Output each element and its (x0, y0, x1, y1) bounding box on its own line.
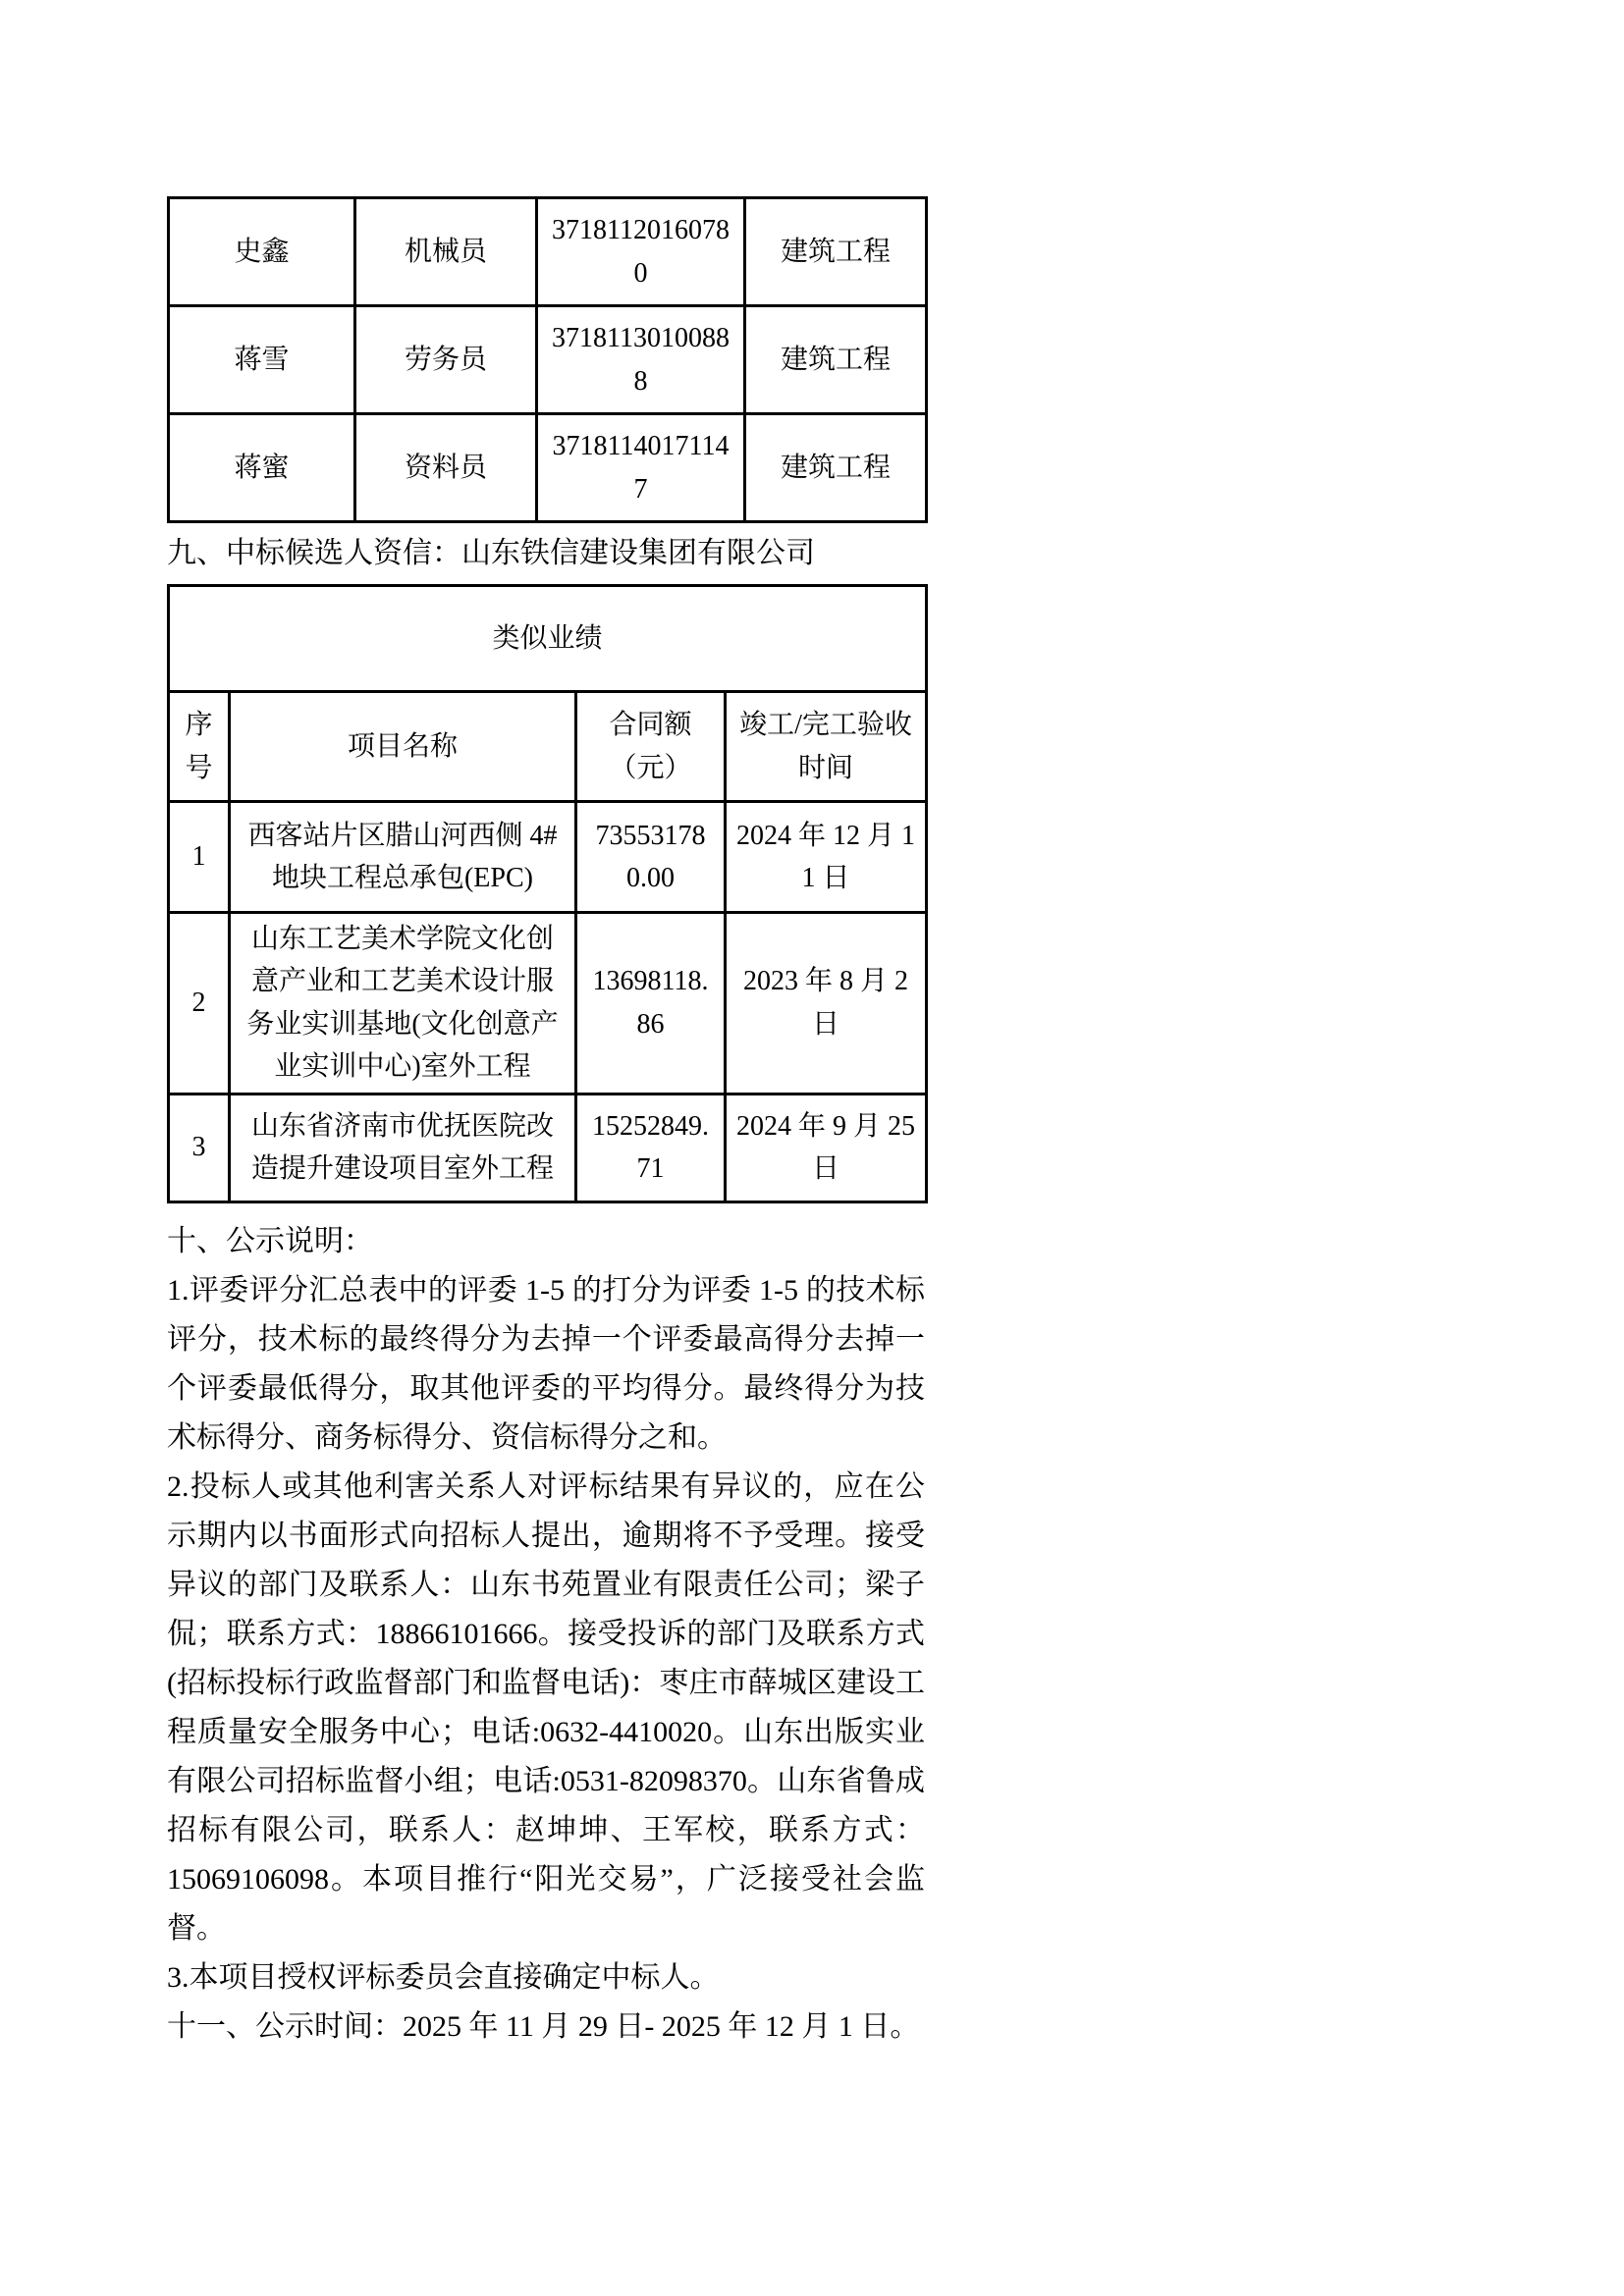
performance-table-title: 类似业绩 (169, 586, 927, 692)
performance-amount: 15252849.71 (576, 1094, 726, 1201)
performance-row (169, 913, 927, 1095)
personnel-cert-no: 37181130100888 (537, 306, 745, 414)
performance-project: 山东省济南市优抚医院改造提升建设项目室外工程 (230, 1094, 576, 1201)
notes-section (167, 1217, 925, 2052)
note-paragraph-1: 1.评委评分汇总表中的评委 1-5 的打分为评委 1-5 的技术标评分，技术标的最终得分为去掉一个评委最高得分去掉一个评委最低得分，取其他评委的平均得分。最终得分为技术标得分、商务标得分、资信标得分之和。 (167, 1273, 925, 1454)
personnel-table (167, 196, 928, 523)
personnel-role: 资料员 (355, 414, 537, 522)
personnel-name: 蒋雪 (169, 306, 355, 414)
performance-table-header-row (169, 692, 927, 802)
performance-project: 山东工艺美术学院文化创意产业和工艺美术设计服务业实训基地(文化创意产业实训中心)室外工程 (230, 913, 576, 1095)
performance-table-title-row (169, 586, 927, 692)
personnel-role: 劳务员 (355, 306, 537, 414)
personnel-row (169, 306, 927, 414)
col-header-project: 项目名称 (230, 692, 576, 802)
col-header-date: 竣工/完工验收时间 (726, 692, 927, 802)
note-paragraph-2: 2.投标人或其他利害关系人对评标结果有异议的，应在公示期内以书面形式向招标人提出，逾期将不予受理。接受异议的部门及联系人：山东书苑置业有限责任公司；梁子侃；联系方式：18866101666。接受投诉的部门及联系方式(招标投标行政监督部门和监督电话)：枣庄市薛城区建设工程质量安全服务中心；电话:0632-4410020。山东出版实业有限公司招标监督小组；电话:0531-82098370。山东省鲁成招标有限公司，联系人：赵坤坤、王军校，联系方式：15069106098。本项目推行“阳光交易”，广泛接受社会监督。 (167, 1469, 925, 1945)
performance-date: 2023 年 8 月 2 日 (726, 913, 927, 1095)
personnel-row (169, 198, 927, 306)
document-content (167, 0, 925, 2052)
personnel-role: 机械员 (355, 198, 537, 306)
performance-table (167, 584, 928, 1203)
personnel-name: 史鑫 (169, 198, 355, 306)
personnel-major: 建筑工程 (745, 414, 927, 522)
section-9-heading: 九、中标候选人资信：山东铁信建设集团有限公司 (167, 537, 815, 569)
note-paragraph-3: 3.本项目授权评标委员会直接确定中标人。 (167, 1960, 720, 1994)
performance-date: 2024 年 12 月 11 日 (726, 802, 927, 913)
performance-row (169, 1094, 927, 1201)
col-header-index: 序号 (169, 692, 230, 802)
section-10-heading: 十、公示说明： (167, 1224, 373, 1257)
personnel-cert-no: 37181120160780 (537, 198, 745, 306)
personnel-name: 蒋蜜 (169, 414, 355, 522)
performance-amount: 13698118.86 (576, 913, 726, 1095)
performance-index: 1 (169, 802, 230, 913)
performance-amount: 735531780.00 (576, 802, 726, 913)
performance-date: 2024 年 9 月 25 日 (726, 1094, 927, 1201)
personnel-major: 建筑工程 (745, 198, 927, 306)
personnel-row (169, 414, 927, 522)
performance-project: 西客站片区腊山河西侧 4#地块工程总承包(EPC) (230, 802, 576, 913)
performance-index: 2 (169, 913, 230, 1095)
performance-index: 3 (169, 1094, 230, 1201)
performance-row (169, 802, 927, 913)
section-11-heading: 十一、公示时间：2025 年 11 月 29 日- 2025 年 12 月 1 日。 (167, 2009, 920, 2043)
col-header-amount: 合同额（元） (576, 692, 726, 802)
personnel-cert-no: 37181140171147 (537, 414, 745, 522)
personnel-major: 建筑工程 (745, 306, 927, 414)
